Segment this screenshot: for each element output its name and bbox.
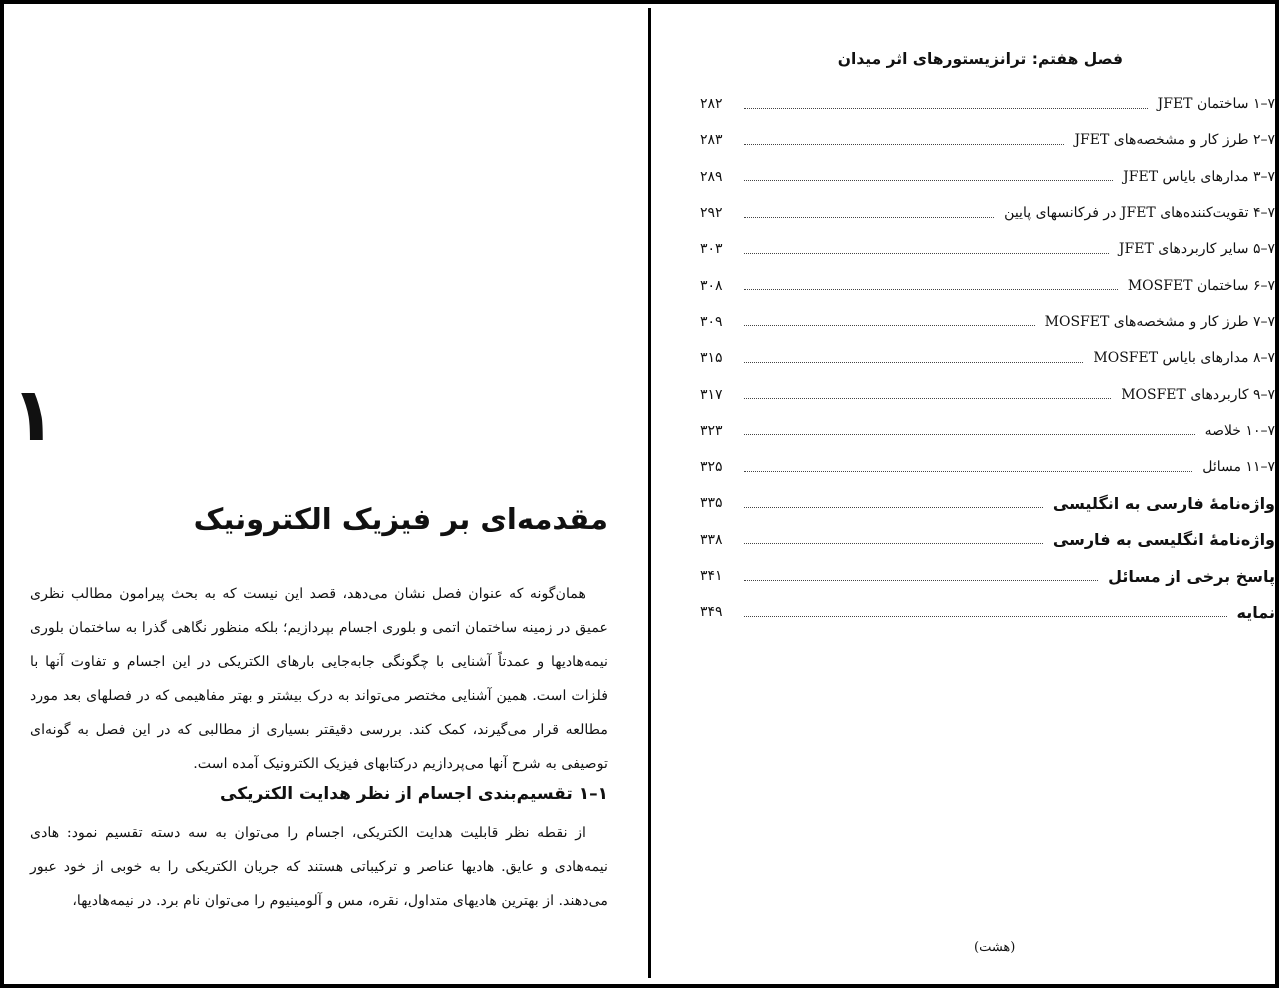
- toc-entry[interactable]: [700, 231, 1275, 267]
- toc-leader-dots: [744, 325, 1035, 326]
- toc-entry-page: ۲۸۹: [700, 168, 723, 185]
- section-paragraph: از نقطه نظر قابلیت هدایت الکتریکی، اجسام را می‌توان به سه دسته تقسیم نمود: هادی نیمه‌هادی و عایق. هادیها عناصر و ترکیباتی هستند که جریان الکتریکی را به خوبی از خود عبور می‌دهند. از بهترین هادیهای متداول، نقره، مس و آلومینیوم را می‌توان نام برد. در نیمه‌هادیها،: [30, 825, 608, 909]
- toc-entry-page: ۳۲۳: [700, 422, 723, 439]
- toc-entry-page: ۳۳۸: [700, 531, 723, 548]
- toc-entry-label: ۷–۱ ساختمان JFET: [1152, 96, 1275, 112]
- toc-entry[interactable]: [700, 413, 1275, 449]
- toc-entry[interactable]: [700, 304, 1275, 340]
- toc-entry-label: واژه‌نامهٔ فارسی به انگلیسی: [1047, 494, 1275, 513]
- toc-leader-dots: [744, 289, 1118, 290]
- toc-leader-dots: [744, 434, 1195, 435]
- toc-entry-page: ۲۹۲: [700, 205, 723, 222]
- section-title: ۱–۱ تقسیم‌بندی اجسام از نظر هدایت الکتریکی: [220, 784, 608, 804]
- toc-entry[interactable]: [700, 522, 1275, 558]
- toc-entry[interactable]: [700, 376, 1275, 412]
- toc-leader-dots: [744, 253, 1109, 254]
- toc-leader-dots: [744, 507, 1043, 508]
- toc-leader-dots: [744, 217, 994, 218]
- toc-entry-label: ۷–۹ کاربردهای MOSFET: [1115, 387, 1275, 403]
- chapter-title: مقدمه‌ای بر فیزیک الکترونیک: [193, 502, 608, 536]
- toc-entry-label: ۷–۸ مدارهای بایاس MOSFET: [1087, 350, 1275, 366]
- toc-leader-dots: [744, 108, 1148, 109]
- toc-entry-page: ۳۰۸: [700, 277, 723, 294]
- toc-entry[interactable]: [700, 449, 1275, 485]
- toc-entry-page: ۳۰۹: [700, 313, 723, 330]
- toc-entry-page: ۳۴۱: [700, 568, 723, 584]
- toc-entry-page: ۳۴۹: [700, 604, 723, 621]
- toc-entry-label: ۷–۳ مدارهای بایاس JFET: [1117, 169, 1275, 185]
- toc-entry-label: ۷–۵ سایر کاربردهای JFET: [1113, 241, 1275, 257]
- toc-entry-page: ۳۱۵: [700, 350, 723, 367]
- toc-leader-dots: [744, 398, 1111, 399]
- toc-entry-page: ۳۱۷: [700, 386, 723, 403]
- toc-entry-page: ۳۳۵: [700, 495, 723, 512]
- table-of-contents: [700, 86, 1275, 630]
- toc-entry-page: ۲۸۳: [700, 132, 723, 149]
- toc-entry-label: ۷–۷ طرز کار و مشخصه‌های MOSFET: [1039, 314, 1275, 330]
- toc-title: فصل هفتم: ترانزیستورهای اثر میدان: [837, 50, 1123, 68]
- right-page: [700, 0, 1275, 988]
- toc-entry[interactable]: [700, 340, 1275, 376]
- toc-entry[interactable]: [700, 122, 1275, 158]
- toc-entry-label: نمایه: [1231, 603, 1275, 622]
- toc-entry-label: ۷–۲ طرز کار و مشخصه‌های JFET: [1068, 132, 1275, 148]
- page-number-label: (هشت): [974, 940, 1016, 955]
- toc-leader-dots: [744, 471, 1192, 472]
- toc-entry-label: ۷–۱۱ مسائل: [1196, 459, 1275, 475]
- page-divider: [648, 8, 651, 978]
- toc-entry-label: ۷–۱۰ خلاصه: [1199, 423, 1275, 439]
- toc-entry-label: واژه‌نامهٔ انگلیسی به فارسی: [1047, 530, 1275, 549]
- section-text: [30, 816, 608, 918]
- toc-entry[interactable]: [700, 485, 1275, 521]
- toc-leader-dots: [744, 616, 1227, 617]
- toc-leader-dots: [744, 362, 1083, 363]
- toc-entry[interactable]: [700, 267, 1275, 303]
- left-page: [10, 0, 608, 988]
- toc-entry-page: ۲۸۲: [700, 96, 723, 113]
- toc-entry[interactable]: [700, 86, 1275, 122]
- toc-leader-dots: [744, 580, 1098, 581]
- toc-entry-page: ۳۲۵: [700, 459, 723, 476]
- toc-leader-dots: [744, 543, 1043, 544]
- toc-entry[interactable]: [700, 159, 1275, 195]
- toc-entry[interactable]: [700, 558, 1275, 594]
- chapter-number: ۱: [10, 372, 56, 458]
- toc-leader-dots: [744, 144, 1064, 145]
- toc-entry[interactable]: [700, 195, 1275, 231]
- intro-paragraph: همان‌گونه که عنوان فصل نشان می‌دهد، قصد این نیست که به بحث پیرامون مطالب نظری عمیق در زمینه ساختمان اتمی و بلوری اجسام بپردازیم؛ بلکه منظور نگاهی گذرا به ساختمان بلوری نیمه‌هادیها و عمدتاً آشنایی با چگونگی جابه‌جایی بارهای الکتریکی در این اجسام و تفاوت آنها با فلزات است. همین آشنایی مختصر می‌تواند به درک بیشتر و بهتر مفاهیمی که در فصلهای بعد مورد مطالعه قرار می‌گیرند، کمک کند. بررسی دقیقتر بسیاری از مطالبی که در این فصل به گونه‌ای توصیفی به شرح آنها می‌پردازیم درکتابهای فیزیک الکترونیک آمده است.: [30, 586, 608, 772]
- toc-entry-label: ۷–۴ تقویت‌کننده‌های JFET در فرکانسهای پایین: [998, 205, 1275, 221]
- toc-entry-page: ۳۰۳: [700, 241, 723, 258]
- intro-text: [30, 577, 608, 781]
- toc-entry[interactable]: [700, 594, 1275, 630]
- toc-leader-dots: [744, 180, 1113, 181]
- toc-entry-label: پاسخ برخی از مسائل: [1102, 567, 1275, 586]
- toc-entry-label: ۷–۶ ساختمان MOSFET: [1122, 278, 1275, 294]
